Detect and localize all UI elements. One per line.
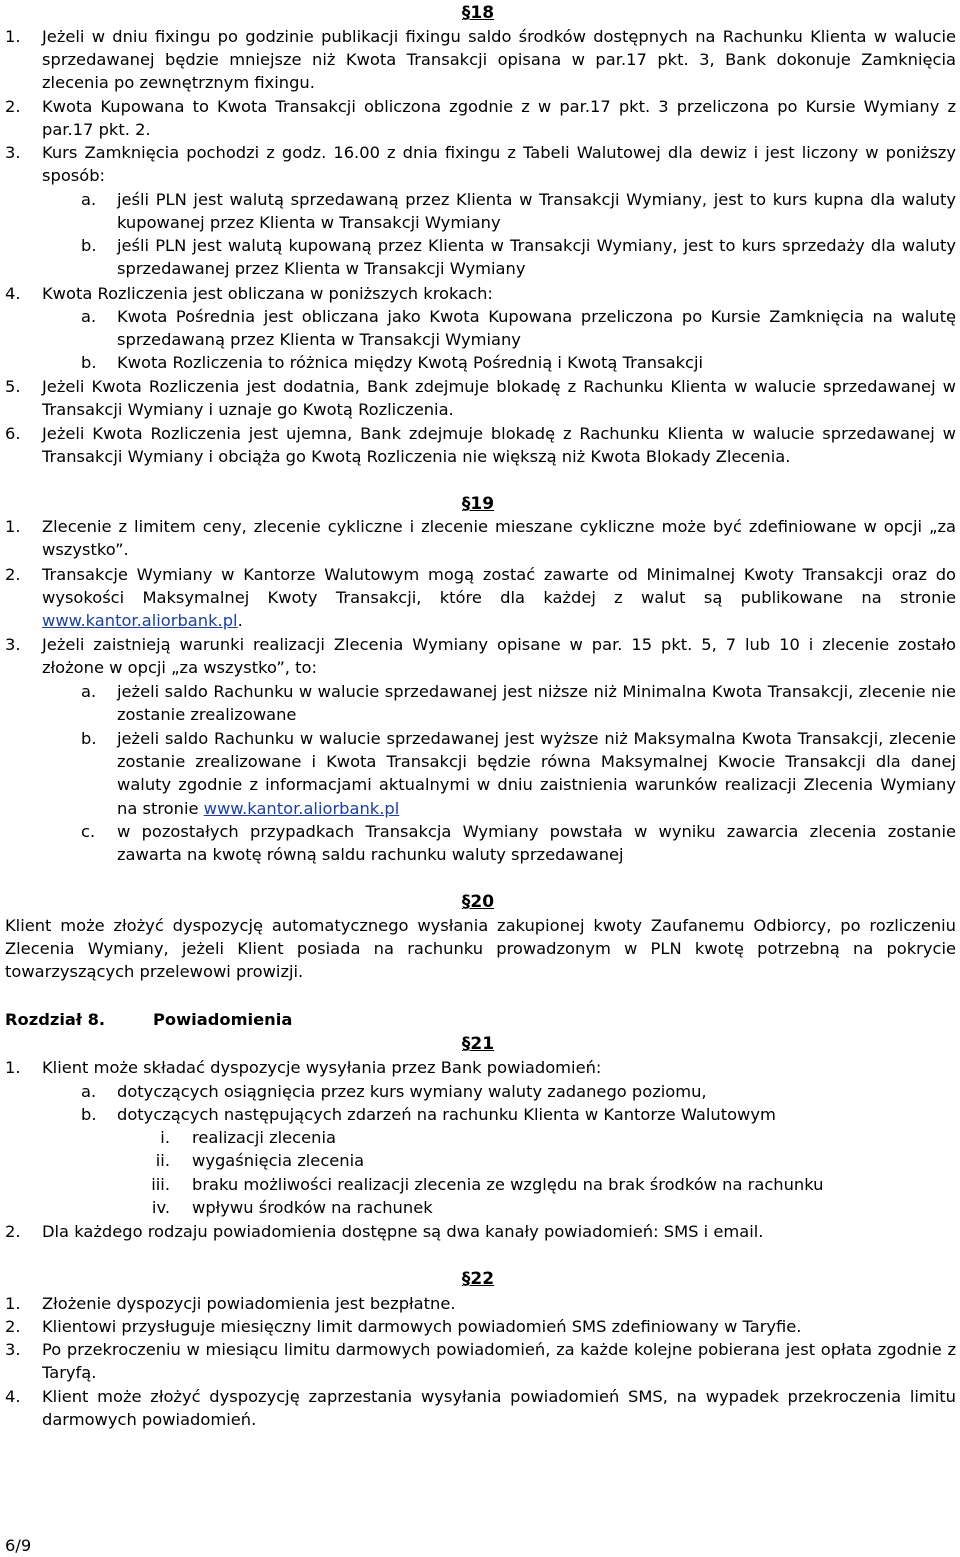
list-item: 2. Klientowi przysługuje miesięczny limit darmowych powiadomień SMS zdefiniowany w Taryfie. xyxy=(5,1317,802,1336)
list-item: 1. Złożenie dyspozycji powiadomienia jest bezpłatne. xyxy=(5,1294,456,1313)
section-heading-20: §20 xyxy=(461,892,495,912)
sub-list-item: a. jeśli PLN jest walutą sprzedawaną przez Klienta w Transakcji Wymiany, jest to kurs kupna dla waluty kupowanej przez Klienta w Transakcji Wymiany xyxy=(81,190,956,233)
list-item: 3. Po przekroczeniu w miesiącu limitu darmowych powiadomień, za każde kolejne pobierana jest opłata zgodnie z Taryfą. xyxy=(5,1340,956,1383)
sub-list-item: b. dotyczących następujących zdarzeń na rachunku Klienta w Kantorze Walutowym xyxy=(81,1105,776,1124)
list-item: 6. Jeżeli Kwota Rozliczenia jest ujemna, Bank zdejmuje blokadę z Rachunku Klienta w walucie sprzedawanej w Transakcji Wymiany i obciąża go Kwotą Rozliczenia nie większą niż Kwota Blokady Zlecenia. xyxy=(5,424,956,467)
chapter-heading: Rozdział 8. Powiadomienia xyxy=(5,1010,293,1029)
list-item: 3. Kurs Zamknięcia pochodzi z godz. 16.00 z dnia fixingu z Tabeli Walutowej dla dewiz i jest liczony w poniższy sposób: xyxy=(5,143,956,186)
section-heading-22: §22 xyxy=(461,1269,495,1289)
sub-list-item: a. Kwota Pośrednia jest obliczana jako Kwota Kupowana przeliczona po Kursie Zamknięcia na walutę sprzedawaną przez Klienta w Transakcji Wymiany xyxy=(81,307,956,350)
list-item: 1. Klient może składać dyspozycje wysyłania przez Bank powiadomień: xyxy=(5,1058,602,1077)
page-number: 6/9 xyxy=(5,1536,32,1555)
sub-sub-list-item: iv. wpływu środków na rachunek xyxy=(151,1198,433,1217)
list-item: 1. Jeżeli w dniu fixingu po godzinie publikacji fixingu saldo środków dostępnych na Rachunku Klienta w walucie sprzedawanej będzie mniejsze niż Kwota Transakcji opisana w par.17 pkt. 3, Bank dokonuje Zamknięcia zlecenia po zewnętrznym fixingu. xyxy=(5,27,956,93)
sub-list-item: b. jeżeli saldo Rachunku w walucie sprzedawanej jest wyższe niż Maksymalna Kwota Transakcji, zlecenie zostanie zrealizowane i Kwota Transakcji będzie równa Maksymalnej Kwocie Transakcji dla danej waluty zgodnie z informacjami aktualnymi w dniu zaistnienia warunków realizacji Zlecenia Wymiany na stronie www.kantor.aliorbank.pl xyxy=(81,729,956,818)
section-heading-21: §21 xyxy=(461,1034,495,1054)
kantor-link[interactable]: www.kantor.aliorbank.pl xyxy=(203,798,400,818)
list-item: 3. Jeżeli zaistnieją warunki realizacji Zlecenia Wymiany opisane w par. 15 pkt. 5, 7 lub 10 i zlecenie zostało złożone w opcji „za wszystko”, to: xyxy=(5,635,956,678)
list-item: 4. Kwota Rozliczenia jest obliczana w poniższych krokach: xyxy=(5,284,493,303)
list-item: 4. Klient może złożyć dyspozycję zaprzestania wysyłania powiadomień SMS, na wypadek przekroczenia limitu darmowych powiadomień. xyxy=(5,1387,956,1430)
sub-list-item: b. Kwota Rozliczenia to różnica między Kwotą Pośrednią i Kwotą Transakcji xyxy=(81,353,704,372)
list-item: 5. Jeżeli Kwota Rozliczenia jest dodatnia, Bank zdejmuje blokadę z Rachunku Klienta w walucie sprzedawanej w Transakcji Wymiany i uznaje go Kwotą Rozliczenia. xyxy=(5,377,956,420)
sub-list-item: b. jeśli PLN jest walutą kupowaną przez Klienta w Transakcji Wymiany, jest to kurs sprzedaży dla waluty sprzedawanej przez Klienta w Transakcji Wymiany xyxy=(81,236,956,279)
sub-sub-list-item: iii. braku możliwości realizacji zlecenia ze względu na brak środków na rachunku xyxy=(151,1175,824,1194)
list-item: 2. Dla każdego rodzaju powiadomienia dostępne są dwa kanały powiadomień: SMS i email. xyxy=(5,1222,764,1241)
sub-list-item: a. jeżeli saldo Rachunku w walucie sprzedawanej jest niższe niż Minimalna Kwota Transakcji, zlecenie nie zostanie zrealizowane xyxy=(81,682,956,725)
sub-sub-list-item: i. realizacji zlecenia xyxy=(160,1128,336,1147)
sub-list-item: a. dotyczących osiągnięcia przez kurs wymiany waluty zadanego poziomu, xyxy=(81,1082,707,1101)
section-heading-18: §18 xyxy=(461,3,495,23)
sub-list-item: c. w pozostałych przypadkach Transakcja Wymiany powstała w wyniku zawarcia zlecenia zostanie zawarta na kwotę równą saldu rachunku waluty sprzedawanej xyxy=(81,822,956,865)
list-item: 2. Kwota Kupowana to Kwota Transakcji obliczona zgodnie z w par.17 pkt. 3 przeliczona po Kursie Wymiany z par.17 pkt. 2. xyxy=(5,97,956,140)
list-item: 1. Zlecenie z limitem ceny, zlecenie cykliczne i zlecenie mieszane cykliczne może być zdefiniowane w opcji „za wszystko”. xyxy=(5,517,956,560)
list-item: 2. Transakcje Wymiany w Kantorze Walutowym mogą zostać zawarte od Minimalnej Kwoty Transakcji oraz do wysokości Maksymalnej Kwoty Transakcji, które dla każdej z walut są publikowane na stronie www.kantor.aliorbank.pl. xyxy=(5,565,956,631)
sub-sub-list-item: ii. wygaśnięcia zlecenia xyxy=(155,1151,365,1170)
paragraph: Klient może złożyć dyspozycję automatycznego wysłania zakupionej kwoty Zaufanemu Odbiorcy, po rozliczeniu Zlecenia Wymiany, jeżeli Klient posiada na rachunku prowadzonym w PLN kwotę potrzebną na pokrycie towarzyszących przelewowi prowizji. xyxy=(5,916,956,982)
kantor-link[interactable]: www.kantor.aliorbank.pl xyxy=(42,611,238,631)
section-heading-19: §19 xyxy=(461,494,495,514)
